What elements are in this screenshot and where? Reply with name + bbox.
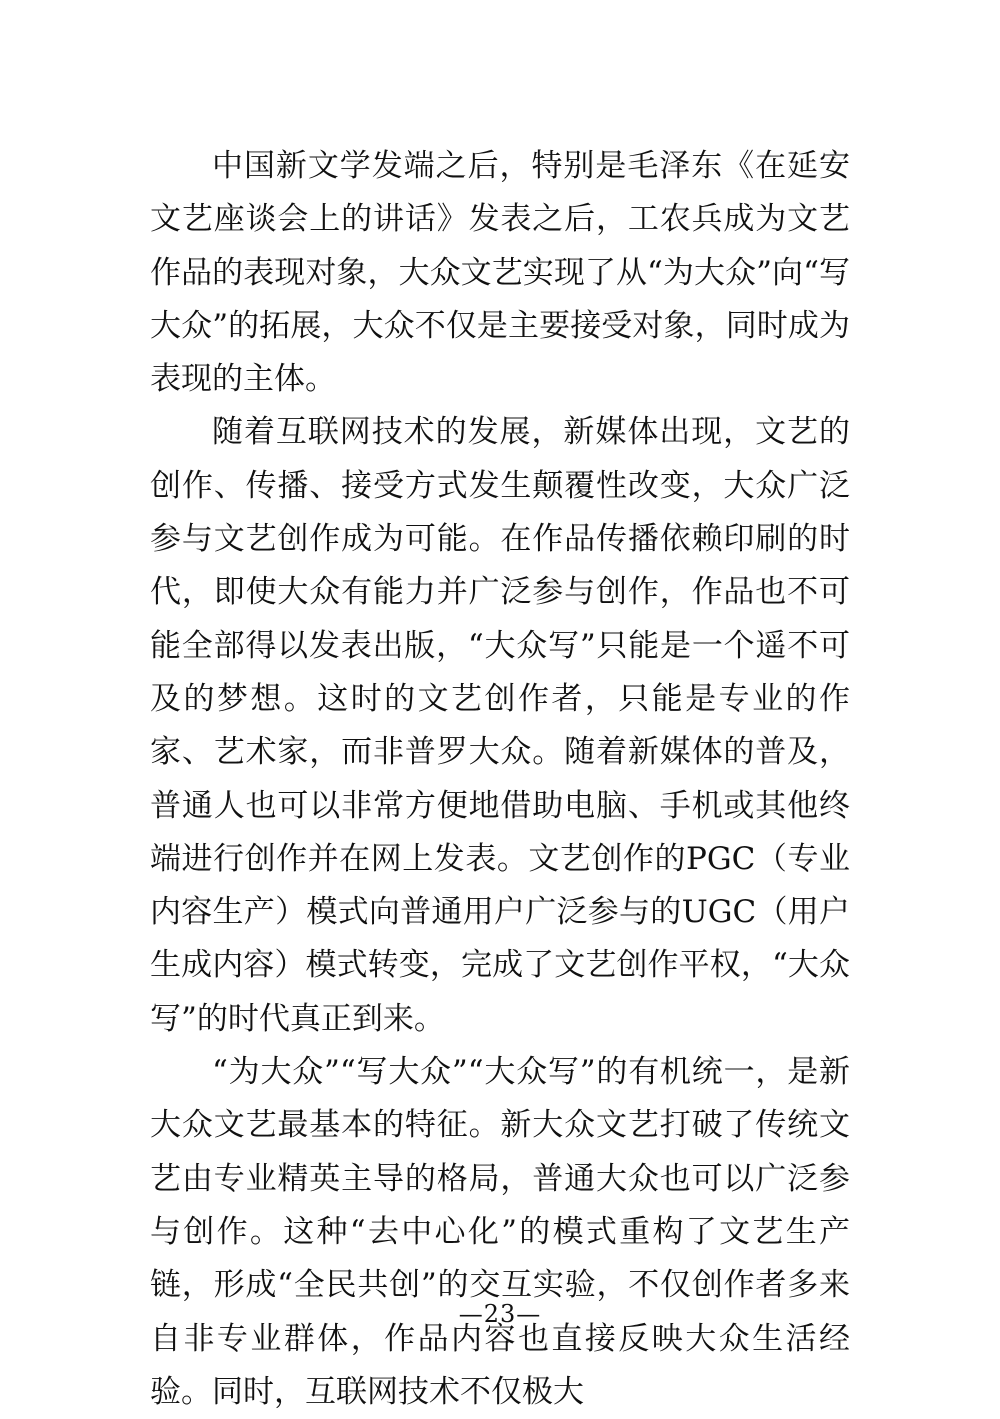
paragraph-3: “为大众”“写大众”“大众写”的有机统一，是新大众文艺最基本的特征。新大众文艺打破了传统文艺由专业精英主导的格局，普通大众也可以广泛参与创作。这种“去中心化”的模式重构了文艺生产链，形成“全民共创”的交互实验，不仅创作者多来自非专业群体，作品内容也直接反映大众生活经验。同时，互联网技术不仅极大 bbox=[150, 1054, 850, 1410]
body-text bbox=[150, 140, 850, 1419]
paragraph-2: 随着互联网技术的发展，新媒体出现，文艺的创作、传播、接受方式发生颠覆性改变，大众广泛参与文艺创作成为可能。在作品传播依赖印刷的时代，即使大众有能力并广泛参与创作，作品也不可能全部得以发表出版，“大众写”只能是一个遥不可及的梦想。这时的文艺创作者，只能是专业的作家、艺术家，而非普罗大众。随着新媒体的普及，普通人也可以非常方便地借助电脑、手机或其他终端进行创作并在网上发表。文艺创作的PGC（专业内容生产）模式向普通用户广泛参与的UGC（用户生成内容）模式转变，完成了文艺创作平权，“大众写”的时代真正到来。 bbox=[150, 414, 850, 1037]
paragraph-1: 中国新文学发端之后，特别是毛泽东《在延安文艺座谈会上的讲话》发表之后，工农兵成为文艺作品的表现对象，大众文艺实现了从“为大众”向“写大众”的拓展，大众不仅是主要接受对象，同时成为表现的主体。 bbox=[150, 148, 850, 398]
page-number: —23— bbox=[458, 1300, 542, 1328]
